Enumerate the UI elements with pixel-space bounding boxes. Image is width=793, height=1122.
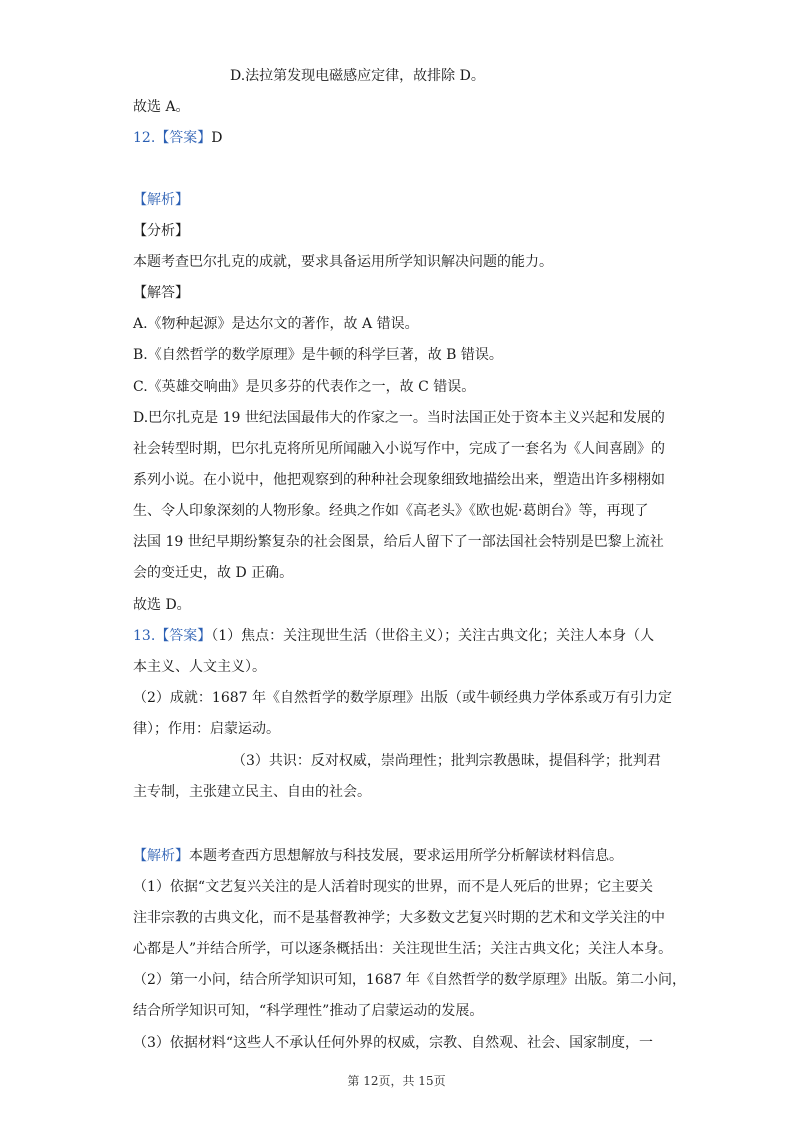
q13-answer-part1-cont: 本主义、人文主义）。 — [133, 659, 266, 675]
q12-option-d-line4: 生、令人印象深刻的人物形象。经典之作如《高老头》《欧也妮·葛朗台》等，再现了 — [133, 503, 649, 519]
q13-analysis-p1-line3: 心都是人”并结合所学，可以逐条概括出：关注现世生活；关注古典文化；关注人本身。 — [133, 941, 673, 957]
q13-analysis-line — [133, 846, 623, 866]
q12-analysis-tag: 【解析】 — [133, 192, 189, 208]
q12-option-c: C.《英雄交响曲》是贝多芬的代表作之一，故 C 错误。 — [133, 379, 476, 395]
q12-answer-value: D — [211, 130, 223, 146]
q12-option-d-line6: 会的变迁史，故 D 正确。 — [133, 565, 294, 581]
q13-number: 13. — [133, 628, 156, 644]
q12-topic-line: 本题考查巴尔扎克的成就，要求具备运用所学知识解决问题的能力。 — [133, 254, 553, 270]
q13-analysis-p3-line1: （3）依据材料“这些人不承认任何外界的权威，宗教、自然观、社会、国家制度，一 — [133, 1035, 654, 1051]
q13-answer-part3-line1: （3）共识：反对权威，崇尚理性；批判宗教愚昧，提倡科学；批判君 — [232, 753, 661, 769]
q12-answer-tag: 【答案】 — [155, 130, 212, 146]
q12-option-d-line2: 社会转型时期，巴尔扎克将所见所闻融入小说写作中，完成了一套名为《人间喜剧》的 — [133, 441, 665, 457]
q12-option-d-line3: 系列小说。在小说中，他把观察到的种种社会现象细致地描绘出来，塑造出许多栩栩如 — [133, 472, 665, 488]
q12-option-b: B.《自然哲学的数学原理》是牛顿的科学巨著，故 B 错误。 — [133, 347, 503, 363]
q13-answer-line — [133, 626, 654, 646]
q13-analysis-text: 本题考查西方思想解放与科技发展，要求运用所学分析解读材料信息。 — [189, 848, 623, 864]
q12-jieda-heading: 【解答】 — [133, 285, 189, 301]
q13-answer-part2-line1: （2）成就：1687 年《自然哲学的数学原理》出版（或牛顿经典力学体系或万有引力定 — [133, 690, 672, 706]
q12-answer-line — [133, 128, 223, 148]
line-choose-a: 故选 A。 — [133, 99, 190, 115]
line-choose-d: 故选 D。 — [133, 597, 191, 613]
q12-number: 12. — [133, 130, 156, 146]
q13-analysis-tag: 【解析】 — [133, 848, 189, 864]
q12-option-d-line5: 法国 19 世纪早期纷繁复杂的社会图景，给后人留下了一部法国社会特别是巴黎上流社 — [133, 534, 664, 550]
q13-analysis-p2-line2: 结合所学知识可知，“科学理性”推动了启蒙运动的发展。 — [133, 1003, 484, 1019]
q13-answer-part2-line2: 律）；作用：启蒙运动。 — [133, 721, 280, 737]
q13-answer-part3-line2: 主专制，主张建立民主、自由的社会。 — [133, 784, 371, 800]
q13-answer-part1: （1）焦点：关注现世生活（世俗主义）；关注古典文化；关注人本身（人 — [211, 628, 655, 644]
q12-option-a: A.《物种起源》是达尔文的著作，故 A 错误。 — [133, 316, 419, 332]
page-footer: 第 12页，共 15页 — [347, 1074, 446, 1088]
q13-analysis-p1-line1: （1）依据“文艺复兴关注的是人活着时现实的世界，而不是人死后的世界；它主要关 — [133, 879, 654, 895]
q13-answer-tag: 【答案】 — [155, 628, 212, 644]
q13-analysis-p2-line1: （2）第一小问，结合所学知识可知，1687 年《自然哲学的数学原理》出版。第二小问， — [133, 972, 686, 988]
line-option-d-faraday: D.法拉第发现电磁感应定律，故排除 D。 — [230, 68, 485, 84]
q12-fenxi-heading: 【分析】 — [133, 223, 189, 239]
q13-analysis-p1-line2: 注非宗教的古典文化，而不是基督教神学；大多数文艺复兴时期的艺术和文学关注的中 — [133, 910, 665, 926]
q12-option-d-line1: D.巴尔扎克是 19 世纪法国最伟大的作家之一。当时法国正处于资本主义兴起和发展的 — [133, 410, 665, 426]
